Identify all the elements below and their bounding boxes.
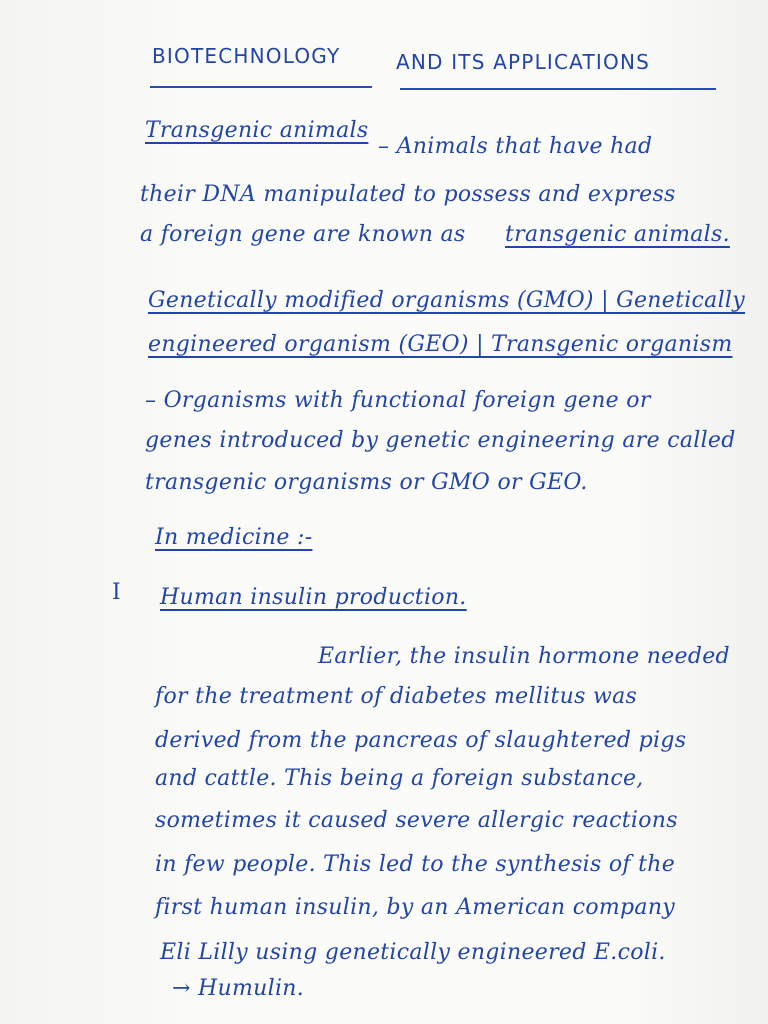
title-underline-2: [400, 88, 716, 90]
gmo-line1: Genetically modified organisms (GMO) | Genetically: [148, 288, 745, 313]
para-line-1: Earlier, the insulin hormone needed: [318, 644, 730, 669]
gmo-line4: genes introduced by genetic engineering are called: [145, 428, 736, 453]
transgenic-term: Transgenic animals: [145, 118, 369, 143]
transgenic-line1: – Animals that have had: [378, 134, 653, 159]
para-line-7: first human insulin, by an American company: [155, 895, 676, 920]
gmo-line5: transgenic organisms or GMO or GEO.: [145, 470, 588, 495]
gmo-line2: engineered organism (GEO) | Transgenic organism: [148, 332, 733, 357]
para-line-6: in few people. This led to the synthesis of the: [155, 852, 676, 877]
para-line-4: and cattle. This being a foreign substance,: [155, 766, 644, 791]
transgenic-line3-start: a foreign gene are known as: [140, 222, 466, 247]
item-number: I: [112, 580, 121, 605]
transgenic-line3-term: transgenic animals.: [505, 222, 730, 247]
medicine-heading: In medicine :-: [155, 525, 313, 550]
item-title: Human insulin production.: [160, 585, 467, 610]
transgenic-line2: their DNA manipulated to possess and express: [140, 182, 676, 207]
gmo-line3: – Organisms with functional foreign gene or: [145, 388, 651, 413]
title-underline-1: [150, 86, 372, 88]
para-line-3: derived from the pancreas of slaughtered pigs: [155, 728, 687, 753]
para-line-8: Eli Lilly using genetically engineered E.coli.: [160, 940, 666, 965]
para-line-9: → Humulin.: [172, 976, 305, 1001]
title-applications: AND ITS APPLICATIONS: [396, 50, 651, 74]
para-line-5: sometimes it caused severe allergic reactions: [155, 808, 678, 833]
para-line-2: for the treatment of diabetes mellitus was: [155, 684, 638, 709]
title-biotechnology: BIOTECHNOLOGY: [152, 44, 341, 68]
